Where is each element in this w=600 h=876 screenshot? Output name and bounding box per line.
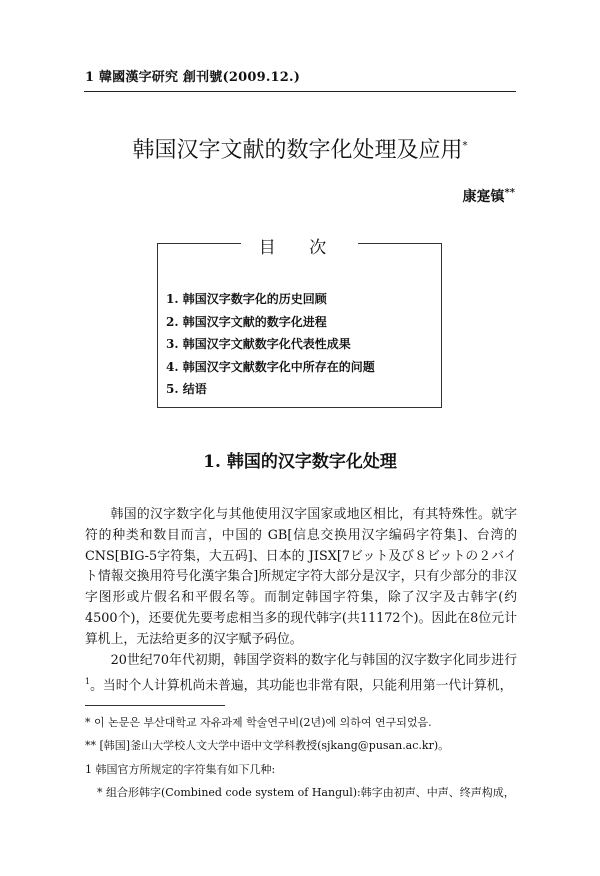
toc-heading [158,233,441,258]
toc-item-4: 4. 韩国汉字文献数字化中所存在的问题 [166,359,375,374]
running-head: 1 韓國漢字研究 創刊號(2009.12.) [85,70,301,85]
toc-heading-text: 目 次 [241,238,358,258]
toc-item-1: 1. 韩国汉字数字化的历史回顾 [166,292,327,306]
footnote-funding: * 이 논문은 부산대학교 자유과제 학술연구비(2년)에 의하여 연구되었음. [85,716,432,729]
toc-item-3: 3. 韩国汉字文献数字化代表性成果 [166,337,351,351]
footnote-ref-1: 1 [85,676,91,686]
author-footnote-mark: ** [504,187,515,199]
body-paragraph-2 [85,651,517,697]
section-1-heading: 1. 韩国的汉字数字化处理 [203,452,397,472]
footnote-1: 1 韩国官方所规定的字符集有如下几种: [85,763,276,776]
footnote-author: ** [韩国]釜山大学校人文大学中语中文学科教授(sjkang@pusan.ac.kr)。 [85,739,450,752]
title-footnote-mark: * [462,140,468,152]
toc-list [166,288,375,401]
body-paragraph-1: 韩国的汉字数字化与其他使用汉字国家或地区相比，有其特殊性。就字符的种类和数目而言，中国的 GB[信息交换用汉字编码字符集]、台湾的CNS[BIG-5字符集，大五码]、日本的 JISX[7ビット及び８ビットの２バイト情報交換用符号化漢字集合]所规定字符大部分是汉字，只有少部分的非汉字图形或片假名和平假名等。而制定韩国字符集，除了汉字及古韩字(约4500个)，还要优先要考虑相当多的现代韩字(共11172个)。因此在8位元计算机上，无法给更多的汉字赋予码位。 [85,507,517,647]
header-rule [84,91,516,92]
paper-title [0,133,600,164]
toc-item-2: 2. 韩国汉字文献的数字化进程 [166,314,327,329]
para2-end: 。当时个人计算机尚未普遍，其功能也非常有限，只能利用第一代计算机， [90,678,513,694]
table-of-contents [157,238,442,408]
footnote-1-item: * 组合形韩字(Combined code system of Hangul):韩字由初声、中声、终声构成， [97,786,515,799]
para2-start: 20世纪70年代初期，韩国学资料的数字化与韩国的汉字数字化同步进行 [110,653,517,668]
footnote-rule [85,705,225,706]
title-text: 韩国汉字文献的数字化处理及应用 [132,138,463,163]
author [463,186,515,206]
toc-item-5: 5. 结语 [166,382,207,396]
author-name: 康寔镇 [462,189,505,205]
